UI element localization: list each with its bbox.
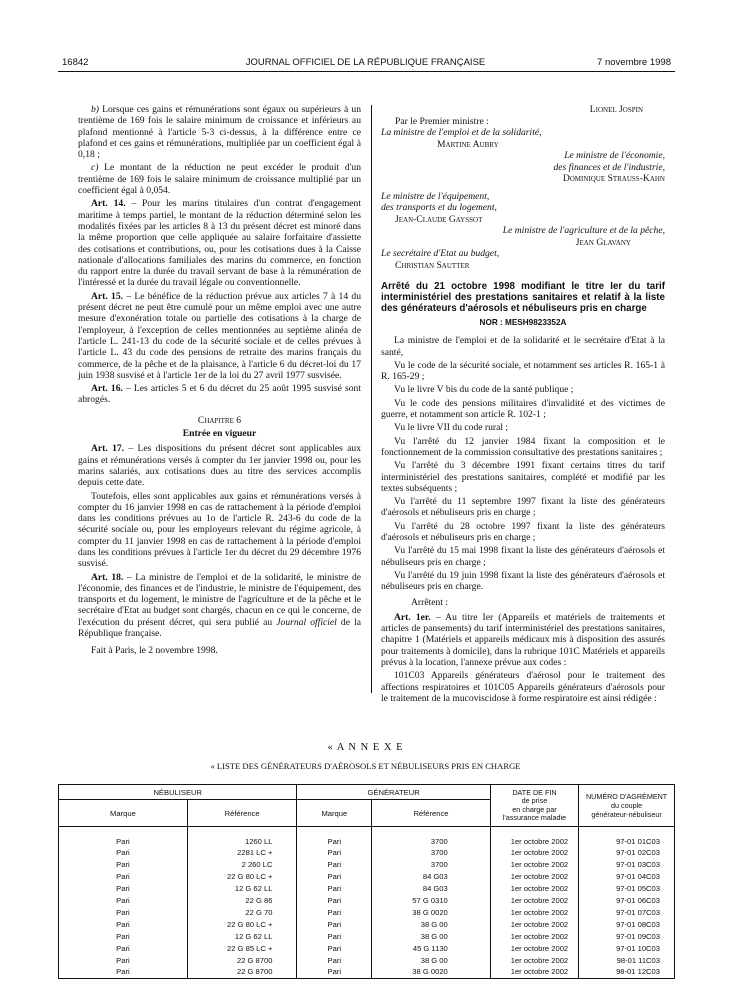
table-cell: Pari xyxy=(59,846,188,858)
table-cell: 97-01 07C03 xyxy=(579,906,675,918)
nor-reference: NOR : MESH9823352A xyxy=(479,318,567,327)
table-cell: 38 G 00 xyxy=(372,918,491,930)
th-numero: NUMÉRO D'AGRÉMENT du couple générateur-nébuliseur xyxy=(579,785,675,827)
right-column xyxy=(381,104,665,706)
table-cell: 1er octobre 2002 xyxy=(490,858,578,870)
table-cell: 97-01 01C03 xyxy=(579,827,675,847)
pm-name: Lionel Jospin xyxy=(589,104,643,115)
table-cell: 22 G 8700 xyxy=(187,966,297,978)
table-row xyxy=(59,827,675,847)
table-cell: Pari xyxy=(297,894,372,906)
vu-2: Vu le livre V bis du code de la santé publique ; xyxy=(394,384,574,396)
table-row xyxy=(59,882,675,894)
table-cell: 1er octobre 2002 xyxy=(490,966,578,978)
annexe-table-body xyxy=(59,827,675,979)
min-eco-2: des finances et de l'industrie, xyxy=(553,161,665,173)
vu-6: Vu l'arrêté du 3 décembre 1991 fixant certains titres du tarif interministériel des prestations sanitaires, complété et modifié par les textes subséquents ; xyxy=(381,460,665,494)
table-cell: 22 G 80 LC + xyxy=(187,870,297,882)
table-cell: 97-01 02C03 xyxy=(579,846,675,858)
th-reference-neb: Référence xyxy=(187,800,297,827)
sec-budget-name: Christian Sautter xyxy=(395,259,470,271)
table-row xyxy=(59,954,675,966)
table-cell: 22 G 85 LC + xyxy=(187,942,297,954)
table-cell: 22 G 70 xyxy=(187,906,297,918)
table-cell: Pari xyxy=(59,906,188,918)
th-marque-neb: Marque xyxy=(59,800,188,827)
column-divider xyxy=(371,105,372,693)
table-cell: Pari xyxy=(297,827,372,847)
table-cell: 2281 LC + xyxy=(187,846,297,858)
table-row xyxy=(59,894,675,906)
table-cell: 1er octobre 2002 xyxy=(490,942,578,954)
table-cell: 97-01 09C03 xyxy=(579,930,675,942)
table-cell: 1er octobre 2002 xyxy=(490,827,578,847)
table-cell: 22 G 80 LC + xyxy=(187,918,297,930)
table-cell: Pari xyxy=(297,882,372,894)
header-date: 7 novembre 1998 xyxy=(597,57,671,68)
table-cell: Pari xyxy=(59,882,188,894)
table-cell: 98-01 12C03 xyxy=(579,966,675,978)
table-cell: 38 G 00 xyxy=(372,930,491,942)
table-row xyxy=(59,966,675,978)
annexe-table xyxy=(58,784,675,979)
table-row xyxy=(59,846,675,858)
article-17: Art. 17. – Les dispositions du présent décret sont applicables aux gains et rémunérations versés à compter du 1er janvier 1998 ou, pour les marins salariés, aux cotisations dues au titre des services accomplis depuis cette date. xyxy=(78,443,362,489)
table-cell: Pari xyxy=(59,858,188,870)
table-cell: Pari xyxy=(59,966,188,978)
table-cell: Pari xyxy=(297,906,372,918)
table-row xyxy=(59,870,675,882)
table-row xyxy=(59,930,675,942)
table-cell: Pari xyxy=(297,870,372,882)
chapter-title: Entrée en vigueur xyxy=(182,428,257,440)
paragraph-b: b) Lorsque ces gains et rémunérations sont égaux ou supérieurs à un trentième de 169 fois le salaire minimum de croissance et inférieurs au plafond mentionné à l'article 5-3 ci-dessus, à la différence entre ce plafond et ces gains et rémunérations, multipliée par un coefficient égal à 0,18 ; xyxy=(78,104,361,161)
table-cell: 98-01 11C03 xyxy=(579,954,675,966)
table-row xyxy=(59,918,675,930)
table-cell: 1er octobre 2002 xyxy=(490,846,578,858)
table-cell: 3700 xyxy=(372,858,491,870)
table-cell: 38 G 0020 xyxy=(372,966,491,978)
table-cell: Pari xyxy=(297,930,372,942)
article-1: Art. 1er. – Au titre Ier (Appareils et matériels de traitements et articles de pansements) du tarif interministériel des prestations sanitaires, chapitre 1 (Matériels et appareils médicaux mis à disposition des assurés pour traitements à domicile), dans la rubrique 101C Matériels et appareils prévus à la location, l'annexe prévue aux codes : xyxy=(381,611,665,669)
annexe-subheading: « LISTE DES GÉNÉRATEURS D'AÉROSOLS ET NÉBULISEURS PRIS EN CHARGE xyxy=(210,761,521,771)
table-cell: Pari xyxy=(297,954,372,966)
table-cell: 97-01 08C03 xyxy=(579,918,675,930)
table-cell: 1260 LL xyxy=(187,827,297,847)
paragraph-toutefois: Toutefois, elles sont applicables aux gains et rémunérations versés à compter du 16 janvier 1998 en cas de rattachement à la période d'emploi dans les conditions prévues au 1o de l'article R. 243-6 du code de la sécurité sociale ou, pour les employeurs relevant du régime agricole, à compter du 11 janvier 1998 en cas de rattachement à la période d'emploi dans les conditions prévues à l'article 1er du décret du 29 décembre 1976 susvisé. xyxy=(78,490,361,570)
table-cell: 2 260 LC xyxy=(187,858,297,870)
min-emploi-name: Martine Aubry xyxy=(437,138,499,150)
table-cell: 84 G03 xyxy=(372,882,491,894)
table-cell: 3700 xyxy=(372,846,491,858)
min-agri: Le ministre de l'agriculture et de la pêche, xyxy=(502,225,665,236)
table-cell: 1er octobre 2002 xyxy=(490,894,578,906)
pm-by: Par le Premier ministre : xyxy=(395,115,489,127)
paragraph-101c03: 101C03 Appareils générateurs d'aérosol pour le traitement des affections respiratoires et 101C05 Appareils générateurs d'aérosols pour le traitement de la mucoviscidose à forme respiratoire est ainsi rédigée : xyxy=(381,670,665,704)
table-cell: Pari xyxy=(59,954,188,966)
table-cell: Pari xyxy=(59,894,188,906)
table-cell: 97-01 06C03 xyxy=(579,894,675,906)
article-16: Art. 16. – Les articles 5 et 6 du décret du 25 août 1995 susvisé sont abrogés. xyxy=(78,383,361,406)
table-cell: 12 G 62 LL xyxy=(187,930,297,942)
table-cell: 97-01 05C03 xyxy=(579,882,675,894)
table-cell: Pari xyxy=(59,930,188,942)
signature-block xyxy=(381,104,665,271)
table-cell: Pari xyxy=(59,827,188,847)
th-generateur: GÉNÉRATEUR xyxy=(297,785,490,800)
left-column xyxy=(78,104,361,659)
article-15: Art. 15. – Le bénéfice de la réduction prévue aux articles 7 à 14 du présent décret ne peut être cumulé pour un même emploi avec une autre mesure d'exonération totale ou partielle des cotisations à la charge de l'employeur, à l'exception de celles mentionnées au septième alinéa de l'article L. 241-13 du code de la sécurité sociale et de celles prévues à l'article L. 43 du code des pensions de retraite des marins français du commerce, de la pêche et de la plaisance, à l'article 6 du décret-loi du 17 juin 1938 susvisé et à l'article 1er de la loi du 27 avril 1977 susvisée. xyxy=(78,290,362,381)
table-cell: Pari xyxy=(297,918,372,930)
header-rule xyxy=(58,71,675,72)
min-equip-1: Le ministre de l'équipement, xyxy=(381,190,490,202)
table-cell: 57 G 0310 xyxy=(372,894,491,906)
table-cell: 1er octobre 2002 xyxy=(490,882,578,894)
vu-8: Vu l'arrêté du 28 octobre 1997 fixant la liste des générateurs d'aérosols et nébuliseurs pris en charge ; xyxy=(381,520,665,544)
page-number: 16842 xyxy=(62,57,89,68)
table-cell: 1er octobre 2002 xyxy=(490,918,578,930)
table-cell: 1er octobre 2002 xyxy=(490,954,578,966)
table-cell: 1er octobre 2002 xyxy=(490,906,578,918)
min-eco-name: Dominique Strauss-Kahn xyxy=(562,173,665,184)
sec-budget: Le secrétaire d'Etat au budget, xyxy=(381,248,500,259)
table-cell: 22 G 8700 xyxy=(187,954,297,966)
table-cell: 97-01 10C03 xyxy=(579,942,675,954)
signature-date: Fait à Paris, le 2 novembre 1998. xyxy=(91,645,218,657)
paragraph-c: c) Le montant de la réduction ne peut excéder le produit d'un trentième de 169 fois le salaire minimum de croissance multiplié par un coefficient égal à 0,054. xyxy=(78,162,361,197)
arretent: Arrêtent : xyxy=(411,596,449,608)
table-cell: 38 G 0020 xyxy=(372,906,491,918)
vu-4: Vu le livre VII du code rural ; xyxy=(394,422,509,434)
min-equip-2: des transports et du logement, xyxy=(381,202,497,213)
vu-9: Vu l'arrêté du 15 mai 1998 fixant la liste des générateurs d'aérosols et nébuliseurs pris en charge ; xyxy=(381,545,665,568)
table-cell: Pari xyxy=(297,942,372,954)
table-cell: Pari xyxy=(297,966,372,978)
article-14: Art. 14. – Pour les marins titulaires d'un contrat d'engagement maritime à temps partiel, le montant de la réduction déterminé selon les modalités fixées par les articles 8 à 13 du présent décret est minoré dans la même proportion que celle appliquée au salaire forfaitaire d'assiette des cotisations et contributions, ou, pour les cotisations dues à la Caisse nationale d'allocations familiales des marins du commerce, en fonction du rapport entre la durée du travail servant de base à la rémunération de l'intéressé et la durée du travail légale ou conventionnelle. xyxy=(78,198,362,289)
min-equip-name: Jean-Claude Gayssot xyxy=(395,213,483,225)
table-cell: 3700 xyxy=(372,827,491,847)
th-reference-gen: Référence xyxy=(372,800,491,827)
table-row xyxy=(59,858,675,870)
vu-1: Vu le code de la sécurité sociale, et notamment ses articles R. 165-1 à R. 165-29 ; xyxy=(381,359,665,383)
table-cell: 97-01 04C03 xyxy=(579,870,675,882)
table-cell: Pari xyxy=(297,858,372,870)
table-cell: 97-01 03C03 xyxy=(579,858,675,870)
table-cell: Pari xyxy=(59,870,188,882)
vu-5: Vu l'arrêté du 12 janvier 1984 fixant la composition et le fonctionnement de la commission consultative des prestations sanitaires ; xyxy=(381,435,665,458)
table-cell: 38 G 00 xyxy=(372,954,491,966)
table-cell: 84 G03 xyxy=(372,870,491,882)
arrete-intro: La ministre de l'emploi et de la solidarité et le secrétaire d'Etat à la santé, xyxy=(381,335,665,358)
annexe-heading: « A N N E X E xyxy=(327,742,404,753)
vu-7: Vu l'arrêté du 11 septembre 1997 fixant la liste des générateurs d'aérosols et nébuliseurs pris en charge ; xyxy=(381,496,665,519)
th-marque-gen: Marque xyxy=(297,800,372,827)
table-cell: 45 G 1130 xyxy=(372,942,491,954)
table-row xyxy=(59,942,675,954)
min-emploi: La ministre de l'emploi et de la solidarité, xyxy=(381,127,542,138)
arrete-title: Arrêté du 21 octobre 1998 modifiant le titre Ier du tarif interministériel des prestations sanitaires et relatif à la liste des générateurs d'aérosols et nébuliseurs pris en charge xyxy=(381,281,665,314)
min-eco-1: Le ministre de l'économie, xyxy=(564,150,665,161)
vu-10: Vu l'arrêté du 19 juin 1998 fixant la liste des générateurs d'aérosols et nébuliseurs pris en charge. xyxy=(381,569,665,593)
article-18: Art. 18. – La ministre de l'emploi et de la solidarité, le ministre de l'économie, des finances et de l'industrie, le ministre de l'équipement, des transports et du logement, le ministre de l'agriculture et de la pêche et le secrétaire d'Etat au budget sont chargés, chacun en ce qui le concerne, de l'exécution du présent décret, qui sera publié au Journal officiel de la République française. xyxy=(78,571,362,640)
table-cell: Pari xyxy=(59,942,188,954)
table-cell: Pari xyxy=(297,846,372,858)
table-cell: 1er octobre 2002 xyxy=(490,870,578,882)
chapter-heading: Chapitre 6 xyxy=(197,414,242,426)
vu-3: Vu le code des pensions militaires d'invalidité et des victimes de guerre, et notamment son article R. 102-1 ; xyxy=(381,397,665,421)
th-date-fin: DATE DE FIN de prise en charge par l'assurance maladie xyxy=(490,785,578,827)
page-header xyxy=(0,57,731,71)
table-row xyxy=(59,906,675,918)
table-cell: 1er octobre 2002 xyxy=(490,930,578,942)
table-cell: 12 G 62 LL xyxy=(187,882,297,894)
min-agri-name: Jean Glavany xyxy=(575,236,631,248)
journal-title: JOURNAL OFFICIEL DE LA RÉPUBLIQUE FRANÇAISE xyxy=(245,57,486,68)
table-cell: Pari xyxy=(59,918,188,930)
table-cell: 22 G 86 xyxy=(187,894,297,906)
th-nebuliseur: NÉBULISEUR xyxy=(59,785,297,800)
